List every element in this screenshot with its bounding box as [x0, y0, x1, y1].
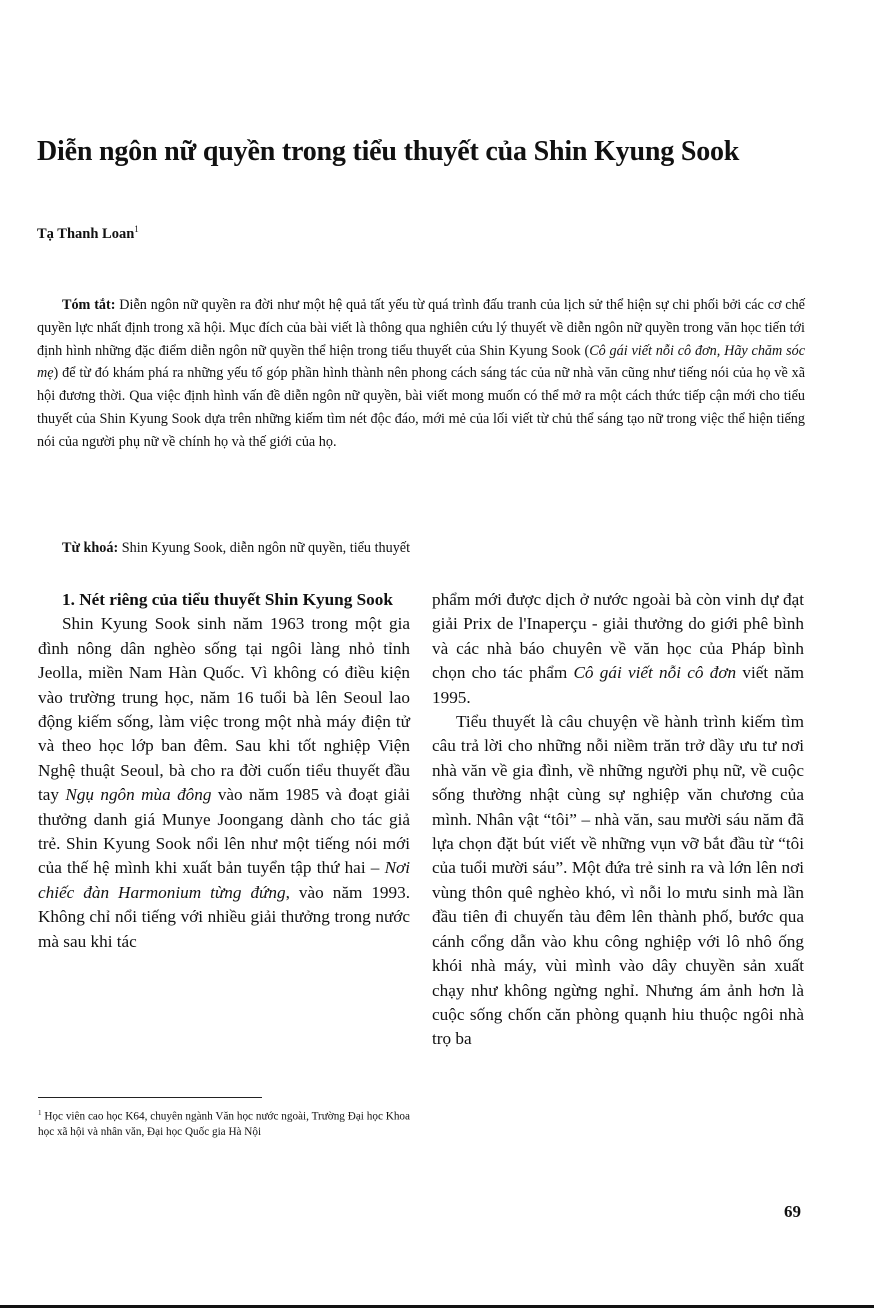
- keywords: [62, 537, 802, 559]
- abstract-label: Tóm tắt:: [62, 297, 116, 313]
- paragraph-text: phẩm mới được dịch ở nước ngoài bà còn vinh dự đạt giải Prix de l'Inaperçu - giải thưởng do giới phê bình và các nhà báo chuyên về văn học của Pháp bình chọn cho tác phẩm: [432, 590, 804, 683]
- paragraph-text: , vào năm 1993. Không chỉ nổi tiếng với nhiều giải thưởng trong nước mà sau khi tác: [38, 882, 410, 951]
- paragraph-text: viết năm 1995.: [432, 663, 804, 707]
- author-name: Tạ Thanh Loan: [37, 225, 135, 242]
- article-title: Diễn ngôn nữ quyền trong tiểu thuyết của Shin Kyung Sook: [37, 136, 740, 167]
- paragraph-text: vào năm 1985 và đoạt giải thưởng danh giá Munye Joongang dành cho tác giả trẻ. Shin Kyung Sook nổi lên như một tiếng nói mới của thế hệ mình khi xuất bản tuyển tập thứ hai –: [38, 785, 410, 878]
- book-title-italic: Ngụ ngôn mùa đông: [65, 785, 212, 805]
- footnote: [38, 1106, 410, 1141]
- keywords-label: Từ khoá:: [62, 540, 119, 556]
- page-bottom-edge: [0, 1305, 874, 1308]
- paragraph-2: Tiểu thuyết là câu chuyện về hành trình kiếm tìm câu trả lời cho những nỗi niềm trăn trở dầy ưu tư nơi nhà văn về gia đình, về những người phụ nữ, về cuộc sống thường nhật cùng sự nghiệp văn chương của mình. Nhân vật “tôi” – nhà văn, sau mười sáu năm đã lựa chọn đặt bút viết về những vụn vỡ bắt đầu từ “tôi của tuổi mười sáu”. Một đứa trẻ sinh ra và lớn lên nơi vùng thôn quê nghèo khó, vì nỗi lo mưu sinh mà lần đầu tiên đi chuyến tàu đêm lên thành phố, bước qua cánh cổng dẫn vào khu công nghiệp với lô nhô ống khói nhà máy, vùi mình vào dây chuyền sản xuất chạy như không ngừng nghỉ. Nhưng ám ảnh hơn là cuộc sống chốn căn phòng quạnh hiu thuộc ngôi nhà trọ ba: [432, 712, 804, 1049]
- right-column: [432, 588, 804, 1052]
- left-column: [38, 588, 410, 954]
- footnote-mark: 1: [38, 1109, 42, 1117]
- keywords-text: Shin Kyung Sook, diễn ngôn nữ quyền, tiểu thuyết: [118, 540, 411, 556]
- author-footnote-mark[interactable]: 1: [134, 224, 139, 234]
- book-title-italic: Cô gái viết nỗi cô đơn: [573, 663, 737, 683]
- section-heading: 1. Nét riêng của tiểu thuyết Shin Kyung Sook: [62, 590, 393, 609]
- abstract-text-2: ) để từ đó khám phá ra những yếu tố góp phần hình thành nên phong cách sáng tác của nữ nhà văn cũng như tiếng nói của họ về xã hội đương thời. Qua việc định hình vấn đề diễn ngôn nữ quyền, bài viết mong muốn có thể mở ra một cách thức tiếp cận mới cho tiểu thuyết của Shin Kyung Sook dựa trên những kiếm tìm nét độc đáo, mới mẻ của lối viết từ chủ thể sáng tạo nữ trong việc thể hiện tiếng nói của người phụ nữ về chính họ và thế giới của họ.: [37, 365, 805, 450]
- author-line: [37, 224, 139, 243]
- paragraph-1-part-2: [432, 588, 804, 710]
- page-number: 69: [784, 1202, 801, 1221]
- abstract: [37, 294, 805, 454]
- abstract-text-1: Diễn ngôn nữ quyền ra đời như một hệ quả tất yếu từ quá trình đấu tranh của lịch sử thể hiện sự chi phối bởi các cơ chế quyền lực nhất định trong xã hội. Mục đích của bài viết là thông qua nghiên cứu lý thuyết về diễn ngôn nữ quyền trong văn học tiến tới định hình những đặc điểm diễn ngôn nữ quyền thể hiện trong tiểu thuyết của Shin Kyung Sook (: [37, 297, 805, 359]
- abstract-italic-titles: Cô gái viết nỗi cô đơn, Hãy chăm sóc mẹ: [37, 342, 805, 382]
- paragraph-1-part-1: [38, 612, 410, 954]
- book-title-italic: Nơi chiếc đàn Harmonium từng đứng: [38, 858, 410, 902]
- footnote-divider: [38, 1097, 262, 1098]
- paragraph-text: Shin Kyung Sook sinh năm 1963 trong một gia đình nông dân nghèo sống tại ngôi làng nhỏ tỉnh Jeolla, miền Nam Hàn Quốc. Vì không có điều kiện vào trường trung học, năm 16 tuổi bà lên Seoul lao động kiếm sống, làm việc trong một nhà máy điện tử và theo học lớp ban đêm. Sau khi tốt nghiệp Viện Nghệ thuật Seoul, bà cho ra đời cuốn tiểu thuyết đầu tay: [38, 614, 410, 805]
- footnote-text: Học viên cao học K64, chuyên ngành Văn học nước ngoài, Trường Đại học Khoa học xã hội và nhân văn, Đại học Quốc gia Hà Nội: [38, 1110, 410, 1139]
